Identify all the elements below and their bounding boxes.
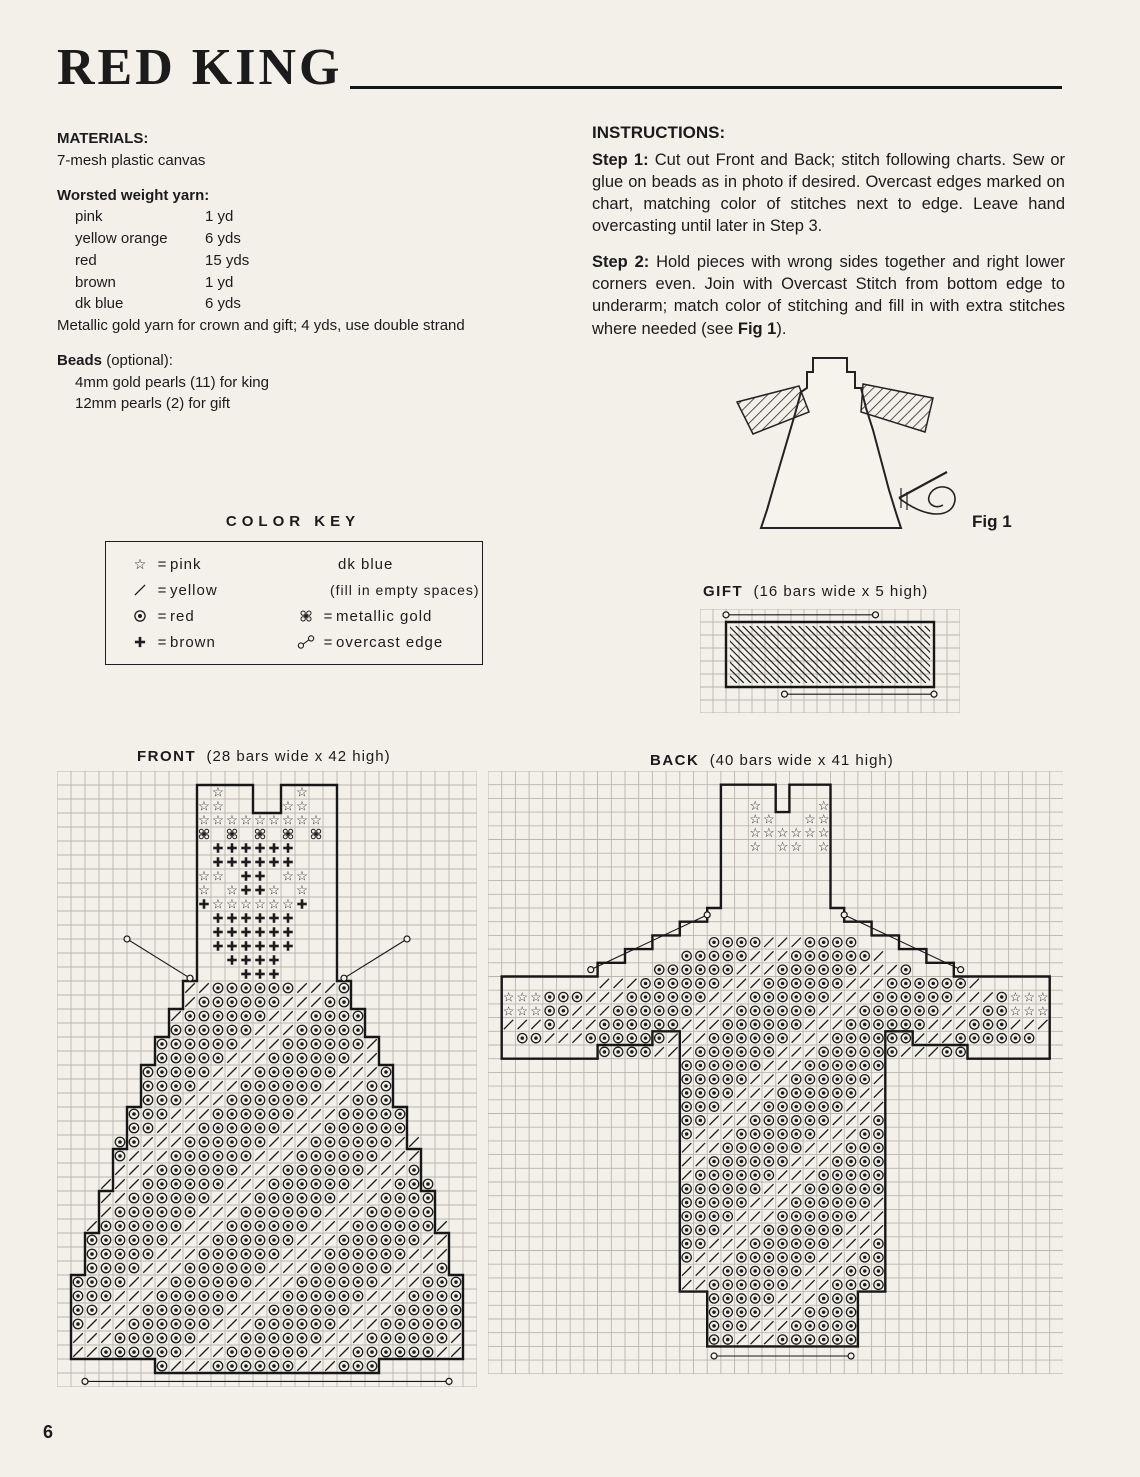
step2-paragraph: Step 2: Hold pieces with wrong sides together and right lower corners even. Join with Overcast Stitch from bottom edge to underarm; match color of stitching and fill in with extra stitches where needed (see Fig 1).	[592, 253, 1065, 338]
svg-text:☆: ☆	[763, 826, 775, 842]
instructions-heading: INSTRUCTIONS:	[592, 123, 726, 142]
yarn-name: pink	[75, 208, 103, 226]
svg-text:☆: ☆	[804, 826, 816, 842]
beads-line: 4mm gold pearls (11) for king	[75, 373, 269, 391]
beads-heading: Beads (optional):	[57, 351, 173, 369]
yarn-name: yellow orange	[75, 230, 168, 247]
beads-line: 12mm pearls (2) for gift	[75, 395, 231, 413]
svg-text:☆: ☆	[212, 785, 224, 801]
yarn-qty: 6 yds	[205, 230, 241, 247]
svg-text:☆: ☆	[296, 869, 308, 885]
yarn-qty: 1 yd	[205, 208, 234, 226]
svg-text:☆: ☆	[212, 799, 224, 815]
svg-text:☆: ☆	[502, 990, 515, 1006]
gold-flower-symbol	[292, 606, 320, 626]
svg-text:☆: ☆	[776, 839, 789, 855]
svg-text:☆: ☆	[282, 813, 294, 829]
page-title: RED KING	[57, 39, 343, 96]
svg-text:☆: ☆	[516, 1004, 529, 1020]
svg-text:☆: ☆	[240, 897, 252, 913]
gift-chart	[700, 609, 960, 718]
metallic-note: Metallic gold yarn for crown and gift; 4 yds, use double strand	[57, 317, 465, 334]
yarn-row	[57, 206, 502, 228]
svg-text:☆: ☆	[1037, 1004, 1049, 1020]
fig1-illustration	[695, 348, 980, 546]
front-chart-label: FRONT (28 bars wide x 42 high)	[137, 748, 391, 765]
svg-text:☆: ☆	[296, 813, 308, 829]
yarn-name: dk blue	[75, 295, 124, 313]
color-key-title: COLOR KEY	[225, 513, 361, 530]
svg-text:☆: ☆	[790, 826, 803, 842]
yarn-heading: Worsted weight yarn:	[57, 186, 210, 204]
key-row-metallic-gold: = metallic gold	[292, 603, 474, 629]
svg-text:☆: ☆	[212, 813, 224, 829]
svg-text:☆: ☆	[296, 799, 308, 815]
svg-text:☆: ☆	[749, 826, 761, 842]
fig1-label: Fig 1	[972, 512, 1012, 531]
svg-text:☆: ☆	[1009, 990, 1022, 1006]
svg-text:☆: ☆	[776, 826, 789, 842]
svg-text:☆: ☆	[212, 869, 224, 885]
svg-text:☆: ☆	[268, 897, 280, 913]
svg-text:☆: ☆	[268, 883, 280, 899]
svg-text:☆: ☆	[282, 897, 294, 913]
svg-text:☆: ☆	[226, 883, 238, 899]
color-key-left-column	[126, 551, 276, 655]
svg-text:☆: ☆	[530, 1004, 542, 1020]
fig1-needle	[899, 472, 947, 498]
yarn-row	[57, 293, 502, 315]
svg-text:☆: ☆	[254, 813, 266, 829]
title-rule	[350, 86, 1062, 89]
yarn-qty: 6 yds	[205, 295, 241, 313]
red-circle-symbol	[126, 606, 154, 626]
svg-text:☆: ☆	[502, 1004, 515, 1020]
key-row-red: = red	[126, 603, 276, 629]
back-chart	[488, 771, 1063, 1379]
svg-text:☆: ☆	[804, 812, 816, 828]
key-row-pink: ☆ = pink	[126, 551, 276, 577]
key-row-yellow: = yellow	[126, 577, 276, 603]
instructions-section	[592, 122, 1065, 354]
yarn-row	[57, 228, 502, 250]
yellow-slash-symbol	[126, 580, 154, 600]
overcast-edge-symbol	[292, 632, 320, 652]
svg-text:☆: ☆	[296, 883, 308, 899]
step1-paragraph: Step 1: Cut out Front and Back; stitch following charts. Sew or glue on beads as in photo if desired. Overcast edges marked on chart, matching color of stitches next to edge. Leave hand overcasting until later in Step 3.	[592, 150, 1065, 236]
svg-text:☆: ☆	[749, 812, 761, 828]
brown-cross-symbol	[126, 632, 154, 652]
svg-text:☆: ☆	[226, 813, 238, 829]
page-number: 6	[43, 1422, 54, 1442]
svg-text:☆: ☆	[817, 839, 830, 855]
svg-text:☆: ☆	[282, 799, 294, 815]
svg-text:☆: ☆	[226, 897, 238, 913]
svg-text:☆: ☆	[749, 798, 761, 814]
svg-text:☆: ☆	[268, 813, 280, 829]
key-row-brown: = brown	[126, 629, 276, 655]
svg-text:☆: ☆	[1023, 1004, 1035, 1020]
yarn-name: red	[75, 251, 97, 269]
gift-chart-label: GIFT (16 bars wide x 5 high)	[703, 583, 929, 600]
svg-text:☆: ☆	[310, 813, 322, 829]
svg-text:☆: ☆	[198, 799, 210, 815]
key-row-fill-note: (fill in empty spaces)	[330, 582, 480, 598]
svg-text:☆: ☆	[198, 869, 210, 885]
svg-text:☆: ☆	[296, 785, 308, 801]
svg-text:☆: ☆	[282, 869, 294, 885]
page-header	[57, 39, 1062, 96]
svg-text:☆: ☆	[212, 897, 224, 913]
svg-text:☆: ☆	[790, 839, 803, 855]
key-row-dk-blue: dk blue	[338, 555, 394, 573]
svg-text:☆: ☆	[1023, 990, 1035, 1006]
svg-text:☆: ☆	[1037, 990, 1049, 1006]
svg-text:☆: ☆	[198, 813, 210, 829]
key-row-overcast-edge: = overcast edge	[292, 629, 474, 655]
yarn-qty: 1 yd	[205, 273, 234, 291]
svg-text:☆: ☆	[817, 798, 830, 814]
step2-label: Step 2:	[592, 253, 650, 272]
back-chart-label: BACK (40 bars wide x 41 high)	[650, 752, 894, 769]
color-key-right-column	[292, 551, 480, 655]
yarn-row	[57, 250, 502, 272]
front-chart	[57, 771, 477, 1392]
svg-text:☆: ☆	[198, 883, 210, 899]
materials-section	[57, 128, 502, 415]
svg-text:☆: ☆	[817, 826, 830, 842]
svg-text:☆: ☆	[530, 990, 542, 1006]
svg-text:☆: ☆	[254, 897, 266, 913]
step1-label: Step 1:	[592, 150, 649, 169]
svg-text:☆: ☆	[516, 990, 529, 1006]
svg-text:☆: ☆	[1009, 1004, 1022, 1020]
yarn-name: brown	[75, 273, 116, 291]
svg-text:☆: ☆	[133, 556, 147, 573]
materials-heading: MATERIALS:	[57, 130, 149, 147]
yarn-row	[57, 272, 502, 294]
svg-text:☆: ☆	[749, 839, 761, 855]
svg-text:☆: ☆	[240, 813, 252, 829]
pink-star-symbol	[126, 554, 154, 574]
materials-canvas: 7-mesh plastic canvas	[57, 151, 206, 169]
yarn-qty: 15 yds	[205, 251, 250, 269]
color-key-box	[105, 541, 483, 665]
svg-text:☆: ☆	[763, 812, 775, 828]
fig1-gown	[761, 358, 901, 528]
svg-text:☆: ☆	[817, 812, 830, 828]
